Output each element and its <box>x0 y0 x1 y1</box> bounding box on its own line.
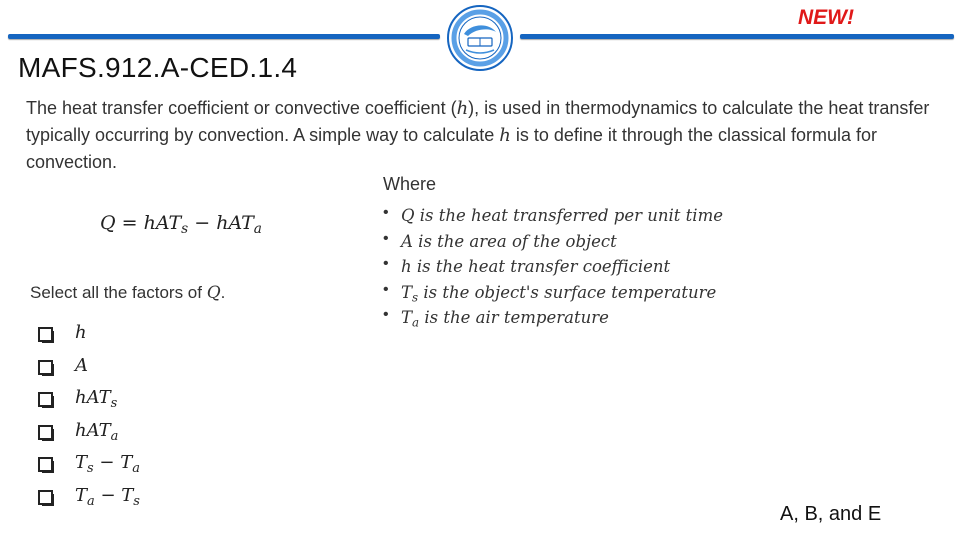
definition-text: is the heat transferred per unit time <box>414 206 723 225</box>
option-term-2-sub: a <box>132 460 140 476</box>
option-label <box>75 452 140 476</box>
checkbox-icon[interactable] <box>38 457 53 472</box>
intro-symbol-h-2: h <box>499 125 511 146</box>
convection-formula <box>100 212 262 237</box>
intro-open-paren: ( <box>450 98 457 118</box>
option-term-sub: s <box>87 460 94 476</box>
bullet-icon: • <box>383 255 389 272</box>
formula-sub-a: a <box>253 221 262 238</box>
definition-subscript: s <box>412 290 419 305</box>
checkbox-icon[interactable] <box>38 360 53 375</box>
standard-code: MAFS.912.A-CED.1.4 <box>18 52 298 83</box>
prompt-symbol-q: Q <box>206 283 221 303</box>
option-term: hAT <box>75 419 111 441</box>
answer-options <box>38 322 140 517</box>
option-label <box>75 420 118 444</box>
option-term-2-sub: s <box>133 493 140 509</box>
checkbox-icon[interactable] <box>38 327 53 342</box>
option-label <box>75 485 140 509</box>
option-term-sub: s <box>110 395 118 411</box>
option-item[interactable] <box>38 485 140 518</box>
definition-symbol: T <box>401 308 413 327</box>
option-term: hAT <box>75 387 111 408</box>
option-term: T <box>75 452 88 473</box>
definition-text: is the area of the object <box>412 231 617 251</box>
definition-item <box>383 308 723 334</box>
formula-sub-s: s <box>181 221 189 238</box>
definition-symbol: Q <box>401 206 415 225</box>
option-term: h <box>75 322 87 343</box>
bullet-icon: • <box>383 306 389 323</box>
intro-text-2: , is used in thermodynamics to calculate the heat transfer typically occurring by convection. A simple way to calculate <box>26 98 930 145</box>
option-item[interactable] <box>38 387 140 420</box>
definition-item <box>383 280 723 309</box>
formula-lhs: Q = hAT <box>100 212 182 234</box>
option-item[interactable] <box>38 322 140 355</box>
option-item[interactable] <box>38 452 140 485</box>
checkbox-icon[interactable] <box>38 392 53 407</box>
checkbox-icon[interactable] <box>38 490 53 505</box>
definition-symbol: A <box>401 231 413 251</box>
option-term: A <box>75 354 88 376</box>
answer-text: A, B, and E <box>780 503 882 525</box>
intro-text-1: The heat transfer coefficient or convective coefficient <box>26 98 451 118</box>
header-bar-left <box>8 34 440 39</box>
bullet-icon: • <box>383 229 389 247</box>
definition-item <box>383 206 723 232</box>
definition-text: is the heat transfer coefficient <box>411 257 671 276</box>
new-badge: NEW! <box>798 6 854 29</box>
district-logo-icon <box>446 4 514 72</box>
prompt-period: . <box>220 283 226 302</box>
intro-paragraph <box>26 95 931 175</box>
option-item[interactable] <box>38 355 140 388</box>
intro-symbol-h: h <box>456 98 469 119</box>
option-label <box>75 355 88 379</box>
question-prompt <box>30 283 225 303</box>
definition-item <box>383 229 723 258</box>
definition-item <box>383 257 723 283</box>
option-term-2: − T <box>93 452 133 473</box>
where-label: Where <box>383 174 437 194</box>
prompt-text: Select all the factors of <box>30 283 207 302</box>
option-term-sub: a <box>87 493 95 509</box>
intro-close-paren: ) <box>468 98 475 118</box>
definition-text: is the object's surface temperature <box>418 282 717 302</box>
checkbox-icon[interactable] <box>38 425 53 440</box>
definition-symbol: T <box>401 282 413 302</box>
definitions-list <box>383 206 723 334</box>
definition-subscript: a <box>412 315 420 330</box>
definition-text: is the air temperature <box>419 308 609 327</box>
intro-text-3: is to define it through the classical formula for convection. <box>26 125 878 172</box>
header-bar-right <box>520 34 954 39</box>
definition-symbol: h <box>401 257 412 276</box>
option-label <box>75 322 87 346</box>
option-term-2: − T <box>94 484 134 506</box>
option-term: T <box>75 484 88 506</box>
option-item[interactable] <box>38 420 140 453</box>
option-label <box>75 387 117 411</box>
bullet-icon: • <box>383 280 389 298</box>
formula-mid: − hAT <box>188 212 254 234</box>
option-term-sub: a <box>110 428 119 444</box>
bullet-icon: • <box>383 204 389 221</box>
